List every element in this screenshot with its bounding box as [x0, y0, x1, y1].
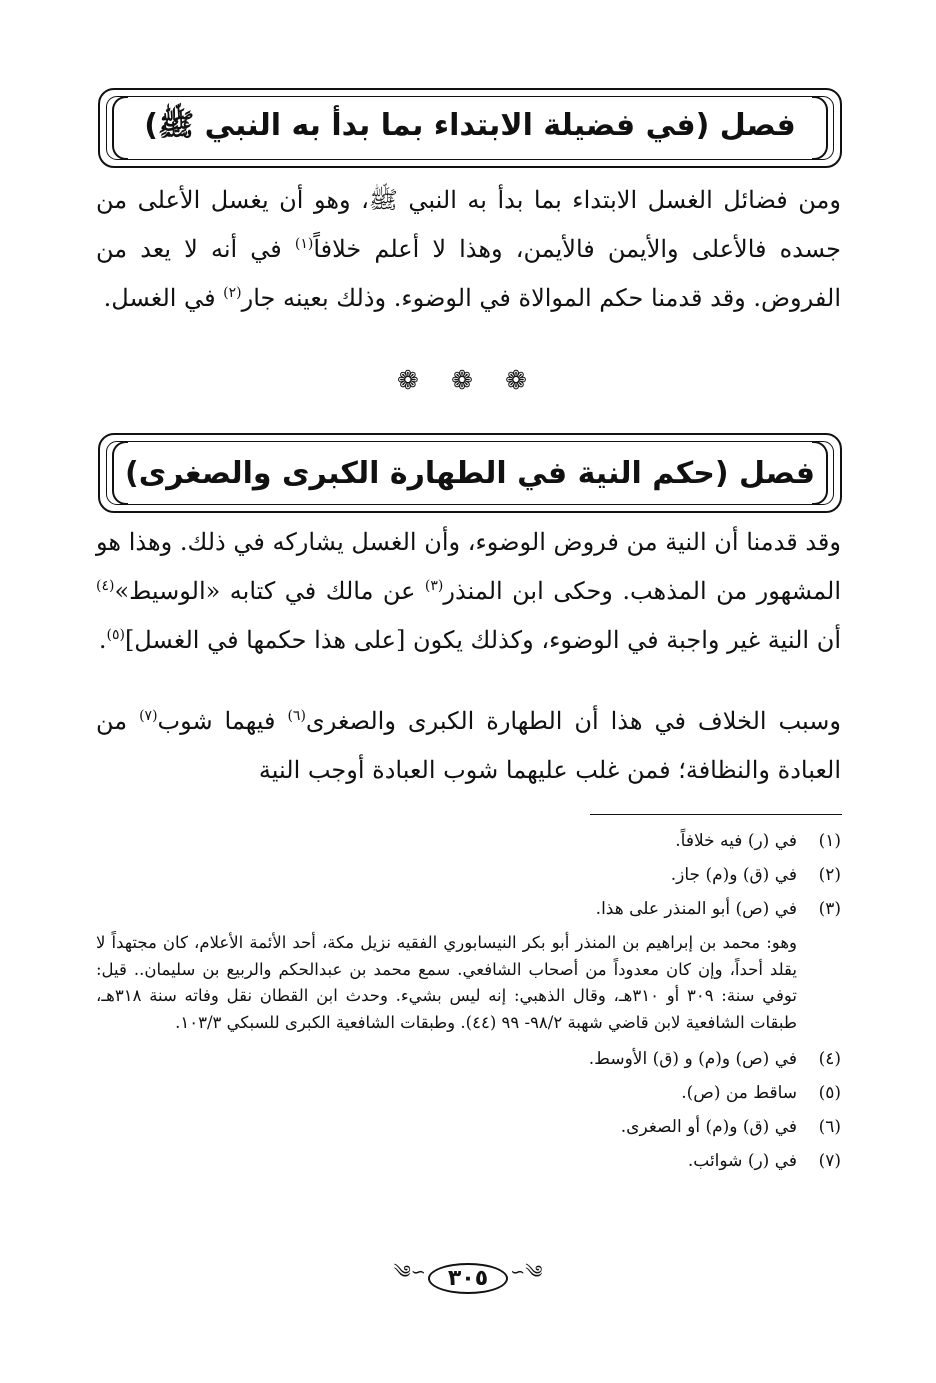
footnote-biography: وهو: محمد بن إبراهيم بن المنذر أبو بكر النيسابوري الفقيه نزيل مكة، أحد الأئمة الأعلام، كان مجتهداً لا يقلد أحداً، وإن كان معدوداً من أصحاب الشافعي. سمع محمد بن عبدالحكم والربيع بن سليمان.. قيل: توفي سنة: ٣٠٩ أو ٣١٠هـ، وقال الذهبي: إنه ليس بشيء. وحدث ابن القطان نقل وفاته سنة ٣١٨هـ، طبقات الشافعية لابن قاضي شهبة ٩٨/٢- ٩٩ (٤٤). وطبقات الشافعية الكبرى للسبكي ١٠٣/٣. — [96, 933, 797, 1032]
footnote-text: في (ر) شوائب. — [687, 1151, 797, 1171]
footnote-number: (٤) — [818, 1049, 841, 1069]
footnote-number: (٣) — [818, 899, 841, 919]
paragraph-text: وسبب الخلاف في هذا أن الطهارة الكبرى والصغرى — [305, 707, 841, 735]
footnote-ref: (٦) — [287, 708, 306, 724]
section2-header-inner — [106, 441, 834, 505]
bracket-ornament — [112, 96, 128, 160]
ornament-icon: ∽༄ — [510, 1262, 543, 1283]
footnote-ref: (١) — [294, 236, 314, 252]
section2-paragraph-2 — [96, 697, 841, 795]
footnote-divider — [590, 814, 842, 815]
section2-paragraph-1 — [96, 518, 841, 665]
footnote-text: في (ص) أبو المنذر على هذا. — [595, 899, 797, 919]
paragraph-text: أن النية غير واجبة في الوضوء، وكذلك يكون [على هذا حكمها في الغسل] — [124, 626, 841, 654]
paragraph-text: فيهما شوب — [157, 707, 288, 735]
section2-title: فصل (حكم النية في الطهارة الكبرى والصغرى) — [125, 455, 815, 491]
footnote-item — [96, 1076, 841, 1110]
footnote-text: في (ق) و(م) جاز. — [670, 865, 797, 885]
footnote-ref: (٧) — [139, 708, 158, 724]
footnote-number: (٢) — [818, 865, 841, 885]
footnote-ref: (٤) — [96, 578, 115, 594]
footnotes — [96, 824, 841, 1178]
footnote-text: في (ر) فيه خلافاً. — [675, 831, 797, 851]
footnote-item — [96, 892, 841, 926]
section1-paragraph — [96, 176, 841, 323]
bracket-ornament — [812, 96, 828, 160]
paragraph-text: في أنه لا يعد من الفروض. وقد قدمنا حكم الموالاة في الوضوء. وذلك بعينه جار — [96, 235, 841, 312]
section2-header-frame — [98, 433, 842, 513]
footnote-ref: (٥) — [106, 627, 125, 643]
footnote-item — [96, 1144, 841, 1178]
footnote-item — [96, 858, 841, 892]
footnote-number: (٧) — [818, 1151, 841, 1171]
footnote-text: في (ق) و(م) أو الصغرى. — [620, 1117, 797, 1137]
paragraph-text: عن مالك في كتابه «الوسيط» — [114, 577, 425, 605]
section1-title: فصل (في فضيلة الابتداء بما بدأ به النبي ﷺ) — [144, 107, 796, 143]
footnote-number: (١) — [818, 831, 841, 851]
section1-header-frame — [98, 88, 842, 168]
footnote-item — [96, 1042, 841, 1076]
footnote-text: ساقط من (ص). — [681, 1083, 797, 1103]
page-number-block — [0, 1253, 936, 1303]
footnote-number: (٦) — [818, 1117, 841, 1137]
page-number: ٣٠٥ — [428, 1263, 508, 1294]
paragraph-text: ومن فضائل الغسل الابتداء بما بدأ به النبي ﷺ، وهو أن يغسل الأعلى من جسده فالأعلى والأيمن فالأيمن، وهذا لا أعلم خلافاً — [96, 186, 841, 263]
paragraph-text: وقد قدمنا أن النية من فروض الوضوء، وأن الغسل يشاركه في ذلك. وهذا هو المشهور من المذهب. وحكى ابن المنذر — [96, 528, 841, 605]
footnote-number: (٥) — [818, 1083, 841, 1103]
paragraph-text: . — [98, 626, 107, 654]
section1-header-inner — [106, 96, 834, 160]
footnote-item — [96, 824, 841, 858]
footnote-ref: (٣) — [424, 578, 444, 594]
footnote-ref: (٢) — [223, 285, 242, 301]
ornament-icon: ༄∽ — [393, 1262, 426, 1283]
footnote-text: في (ص) و(م) و (ق) الأوسط. — [588, 1049, 797, 1069]
bracket-ornament — [112, 441, 128, 505]
bracket-ornament — [812, 441, 828, 505]
paragraph-text: من العبادة والنظافة؛ فمن غلب عليهما شوب العبادة أوجب النية — [96, 707, 841, 784]
section-separator: ❁ ❁ ❁ — [397, 366, 539, 396]
paragraph-text: في الغسل. — [103, 284, 224, 312]
footnote-item — [96, 1110, 841, 1144]
